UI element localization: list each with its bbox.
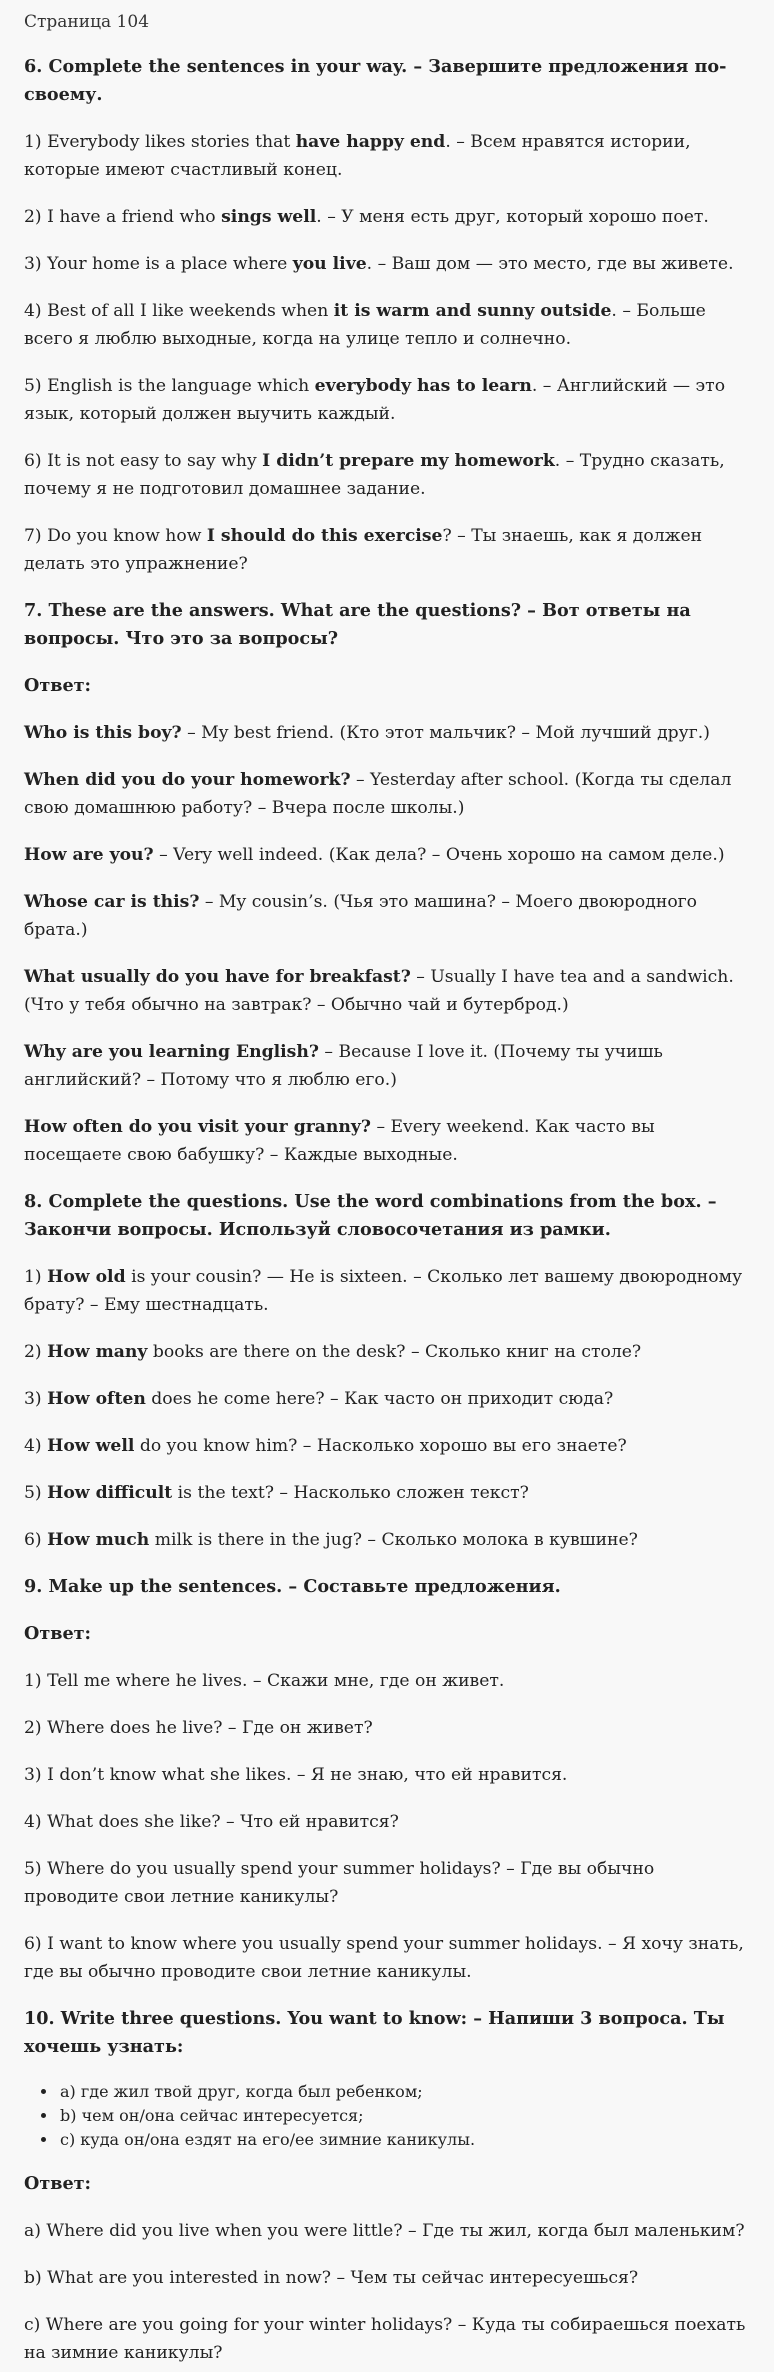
paragraph xyxy=(24,447,750,503)
section-heading xyxy=(24,597,750,653)
bold-text: How much xyxy=(47,1530,150,1550)
text-span: 4) xyxy=(24,1436,48,1456)
paragraph xyxy=(24,1808,750,1836)
text-span: 5) xyxy=(24,1483,48,1503)
bold-text: it is warm and sunny outside xyxy=(333,301,612,321)
section-heading xyxy=(24,672,750,700)
paragraph xyxy=(24,1930,750,1986)
bold-text: How well xyxy=(47,1436,135,1456)
bold-text: Whose car is this? xyxy=(24,892,200,912)
text-span: b) What are you interested in now? – Чем ты сейчас интересуешься? xyxy=(24,2268,639,2288)
text-span: – Very well indeed. (Как дела? – Очень хорошо на самом деле.) xyxy=(153,845,725,865)
text-span: 2) Where does he live? – Где он живет? xyxy=(24,1718,373,1738)
text-span: c) Where are you going for your winter holidays? – Куда ты собираешься поехать на зимние каникулы? xyxy=(24,2315,746,2363)
paragraph xyxy=(24,1113,750,1169)
paragraph xyxy=(24,841,750,869)
paragraph xyxy=(24,2264,750,2292)
text-span: 8. Complete the questions. Use the word combinations from the box. – Закончи вопросы. Используй словосочетания из рамки. xyxy=(24,1191,717,1240)
bold-text: How many xyxy=(47,1342,148,1362)
text-span: 1) Everybody likes stories that xyxy=(24,132,296,152)
text-span: is your cousin? — He is sixteen. – Сколько лет вашему двоюродному брату? – Ему шестнадцать. xyxy=(24,1267,743,1315)
bold-text: I should do this exercise xyxy=(206,526,443,546)
text-span: – Usually I have tea and a sandwich. (Что у тебя обычно на завтрак? – Обычно чай и бутерброд.) xyxy=(24,967,734,1015)
paragraph xyxy=(24,1714,750,1742)
text-span: a) Where did you live when you were little? – Где ты жил, когда был маленьким? xyxy=(24,2221,745,2241)
bold-text: How are you? xyxy=(24,845,154,865)
bold-text: Why are you learning English? xyxy=(24,1042,319,1062)
section-heading xyxy=(24,1188,750,1244)
text-span: 1) xyxy=(24,1267,48,1287)
text-span: 6) It is not easy to say why xyxy=(24,451,263,471)
bold-text: How often xyxy=(47,1389,146,1409)
paragraph xyxy=(24,203,750,231)
text-span: 10. Write three questions. You want to know: – Напиши 3 вопроса. Ты хочешь узнать: xyxy=(24,2008,725,2057)
page-title: Страница 104 xyxy=(24,12,150,32)
text-span: – Yesterday after school. (Когда ты сделал свою домашнюю работу? – Вчера после школы.) xyxy=(24,770,732,818)
article-content xyxy=(24,53,750,2367)
text-span: 4) Best of all I like weekends when xyxy=(24,301,334,321)
text-span: Ответ: xyxy=(24,2173,92,2194)
text-span: – Every weekend. Как часто вы посещаете свою бабушку? – Каждые выходные. xyxy=(24,1117,655,1165)
bold-text: Who is this boy? xyxy=(24,723,182,743)
text-span: 9. Make up the sentences. – Составьте предложения. xyxy=(24,1576,561,1597)
bold-text: When did you do your homework? xyxy=(24,770,351,790)
bullet-item: • c) куда он/она ездят на его/ее зимние каникулы. xyxy=(58,2128,750,2152)
text-span: 2) xyxy=(24,1342,48,1362)
paragraph xyxy=(24,766,750,822)
text-span: 1) Tell me where he lives. – Скажи мне, где он живет. xyxy=(24,1671,505,1691)
paragraph xyxy=(24,1667,750,1695)
text-span: do you know him? – Насколько хорошо вы его знаете? xyxy=(134,1436,627,1456)
paragraph xyxy=(24,372,750,428)
text-span: 3) xyxy=(24,1389,48,1409)
text-span: – Because I love it. (Почему ты учишь английский? – Потому что я люблю его.) xyxy=(24,1042,663,1090)
text-span: 2) I have a friend who xyxy=(24,207,222,227)
bold-text: everybody has to learn xyxy=(314,376,532,396)
text-span: Ответ: xyxy=(24,675,92,696)
text-span: 3) Your home is a place where xyxy=(24,254,293,274)
bullet-list xyxy=(24,2080,750,2152)
text-span: Ответ: xyxy=(24,1623,92,1644)
text-span: books are there on the desk? – Сколько книг на столе? xyxy=(147,1342,642,1362)
text-span: . – Всем нравятся истории, которые имеют счастливый конец. xyxy=(24,132,691,180)
paragraph xyxy=(24,522,750,578)
bullet-item: • b) чем он/она сейчас интересуется; xyxy=(58,2104,750,2128)
paragraph xyxy=(24,297,750,353)
text-span: . – У меня есть друг, который хорошо поет. xyxy=(316,207,709,227)
paragraph xyxy=(24,128,750,184)
text-span: 6) xyxy=(24,1530,48,1550)
paragraph xyxy=(24,2217,750,2245)
paragraph xyxy=(24,1432,750,1460)
text-span: – My cousin’s. (Чья это машина? – Моего двоюродного брата.) xyxy=(24,892,698,940)
paragraph xyxy=(24,1263,750,1319)
text-span: ? – Ты знаешь, как я должен делать это упражнение? xyxy=(24,526,703,574)
text-span: 5) English is the language which xyxy=(24,376,315,396)
text-span: 7) Do you know how xyxy=(24,526,207,546)
text-span: 7. These are the answers. What are the questions? – Вот ответы на вопросы. Что это за вопросы? xyxy=(24,600,691,649)
text-span: – My best friend. (Кто этот мальчик? – Мой лучший друг.) xyxy=(181,723,710,743)
paragraph xyxy=(24,1038,750,1094)
paragraph xyxy=(24,250,750,278)
section-heading xyxy=(24,1573,750,1601)
text-span: . – Ваш дом — это место, где вы живете. xyxy=(366,254,734,274)
section-heading xyxy=(24,53,750,109)
paragraph xyxy=(24,888,750,944)
paragraph xyxy=(24,1338,750,1366)
bold-text: I didn’t prepare my homework xyxy=(262,451,555,471)
bold-text: sings well xyxy=(221,207,317,227)
bold-text: What usually do you have for breakfast? xyxy=(24,967,411,987)
bold-text: How often do you visit your granny? xyxy=(24,1117,371,1137)
text-span: . – Английский — это язык, который должен выучить каждый. xyxy=(24,376,726,424)
paragraph xyxy=(24,1855,750,1911)
text-span: 6. Complete the sentences in your way. – Завершите предложения по-своему. xyxy=(24,56,727,105)
paragraph xyxy=(24,2311,750,2367)
section-heading xyxy=(24,2170,750,2198)
text-span: is the text? – Насколько сложен текст? xyxy=(172,1483,529,1503)
bold-text: you live xyxy=(292,254,367,274)
text-span: . – Больше всего я люблю выходные, когда на улице тепло и солнечно. xyxy=(24,301,706,349)
paragraph xyxy=(24,719,750,747)
text-span: milk is there in the jug? – Сколько молока в кувшине? xyxy=(149,1530,638,1550)
text-span: 5) Where do you usually spend your summer holidays? – Где вы обычно проводите свои летние каникулы? xyxy=(24,1859,655,1907)
paragraph xyxy=(24,1385,750,1413)
text-span: . – Трудно сказать, почему я не подготовил домашнее задание. xyxy=(24,451,725,499)
paragraph xyxy=(24,1761,750,1789)
bold-text: have happy end xyxy=(295,132,446,152)
section-heading xyxy=(24,2005,750,2061)
bullet-item: • a) где жил твой друг, когда был ребенком; xyxy=(58,2080,750,2104)
text-span: 3) I don’t know what she likes. – Я не знаю, что ей нравится. xyxy=(24,1765,568,1785)
paragraph xyxy=(24,1526,750,1554)
text-span: 4) What does she like? – Что ей нравится? xyxy=(24,1812,399,1832)
paragraph xyxy=(24,963,750,1019)
text-span: does he come here? – Как часто он приходит сюда? xyxy=(145,1389,614,1409)
section-heading xyxy=(24,1620,750,1648)
bold-text: How difficult xyxy=(47,1483,173,1503)
paragraph xyxy=(24,1479,750,1507)
bold-text: How old xyxy=(47,1267,126,1287)
text-span: 6) I want to know where you usually spend your summer holidays. – Я хочу знать, где вы обычно проводите свои летние каникулы. xyxy=(24,1934,744,1982)
